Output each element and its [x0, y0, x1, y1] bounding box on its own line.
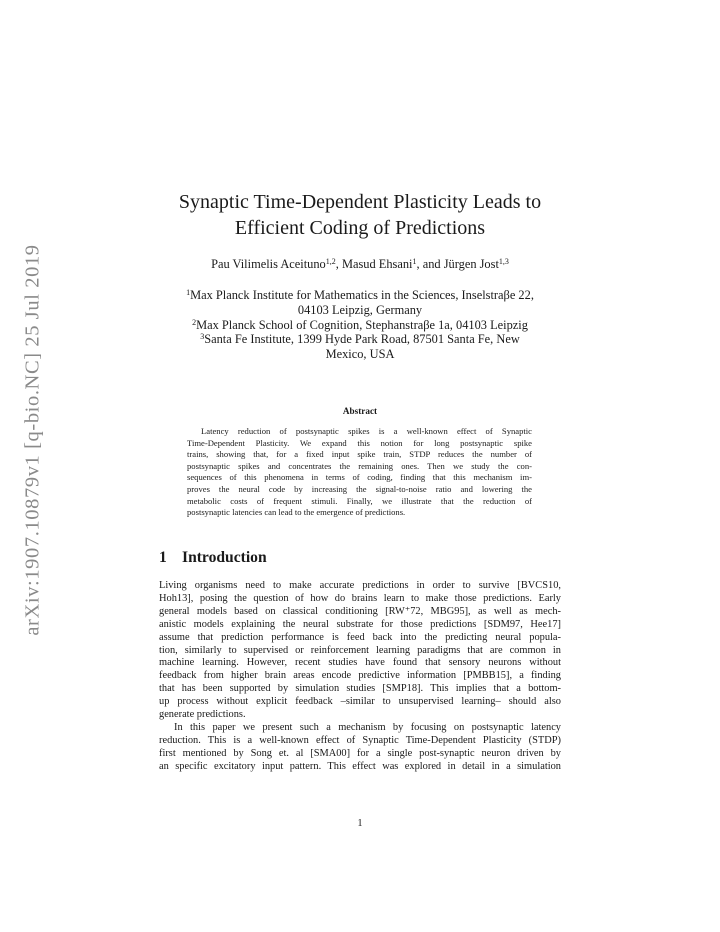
abstract-line: trains, showing that, for a fixed input spike train, STDP reduces the number of [187, 449, 532, 460]
author-list [0, 257, 720, 272]
body-line: assume that prediction performance is feed back into the predicting neural popula- [159, 631, 561, 643]
abstract-line: postsynaptic latencies can lead to the emergence of predictions. [187, 507, 406, 518]
body-line: up process without explicit feedback –similar to unsupervised learning– should also [159, 696, 561, 708]
abstract-line: Time-Dependent Plasticity. We expand this notion for long postsynaptic spike [187, 437, 532, 448]
affiliation-line [0, 318, 720, 333]
body-line: machine learning. However, recent studies have found that sensory neurons without [159, 657, 561, 669]
section-number: 1 [159, 549, 167, 566]
author-name: Masud Ehsani [341, 257, 413, 271]
author-name: Jürgen Jost [443, 257, 499, 271]
author-name: Pau Vilimelis Aceituno [211, 257, 326, 271]
affiliations [0, 288, 720, 362]
section-title: Introduction [182, 549, 267, 566]
section-heading-introduction [159, 549, 267, 567]
affiliation-line [0, 332, 720, 347]
title-line: Synaptic Time-Dependent Plasticity Leads to [178, 191, 542, 213]
affiliation-text: Santa Fe Institute, 1399 Hyde Park Road, 87501 Santa Fe, New [204, 332, 520, 347]
affiliation-text: Mexico, USA [325, 347, 395, 362]
affiliation-marker: 1 [186, 288, 191, 297]
body-line: Living organisms need to make accurate predictions in order to survive [BVCS10, [159, 580, 561, 591]
body-line: feedback from higher brain areas encode predictive information [PMBB15], a finding [159, 670, 561, 682]
abstract-line: metabolic costs of frequent stimuli. Finally, we illustrate that the reduction of [187, 495, 532, 506]
body-line: tion, similarly to supervised or reinforcement learning paradigms that are common in [159, 644, 561, 656]
body-line: In this paper we present such a mechanism by focusing on postsynaptic latency [174, 721, 561, 733]
abstract-line: sequences of this phenomena in terms of coding, finding that this mechanism im- [187, 472, 532, 483]
author-affiliation-marker: 1,3 [498, 257, 509, 266]
abstract-line: postsynaptic spikes and concentrates the remaining ones. Then we study the con- [187, 460, 532, 471]
body-line: first mentioned by Song et. al [SMA00] for a single post-synaptic neuron driven by [159, 747, 561, 759]
body-line: Hoh13], posing the question of how do brains learn to make those predictions. Early [159, 592, 561, 604]
affiliation-text: Max Planck School of Cognition, Stephanstraβe 1a, 04103 Leipzig [196, 317, 528, 332]
affiliation-text: Max Planck Institute for Mathematics in the Sciences, Inselstraβe 22, [190, 288, 534, 302]
abstract-line: proves the neural code by increasing the signal-to-noise ratio and lowering the [187, 483, 532, 494]
arxiv-identifier: arXiv:1907.10879v1 [q-bio.NC] 25 Jul 2019 [21, 244, 44, 636]
author-affiliation-marker: 1,2 [325, 257, 336, 266]
affiliation-marker: 2 [192, 317, 197, 327]
author-separator: , and [416, 257, 444, 271]
affiliation-line [0, 347, 720, 362]
body-line: anistic models explaining the neural substrate for those predictions [SDM97, Hee17] [159, 618, 561, 630]
body-line: that has been supported by simulation studies [SMP18]. This implies that a bottom- [159, 683, 561, 695]
abstract-text [187, 426, 532, 519]
body-line: reduction. This is a well-known effect of Synaptic Time-Dependent Plasticity (STDP) [159, 734, 561, 746]
body-line: general models based on classical conditioning [RW⁺72, MBG95], as well as mech- [159, 605, 561, 617]
author-separator: , [335, 257, 342, 271]
title-line: Efficient Coding of Predictions [234, 217, 486, 239]
affiliation-text: 04103 Leipzig, Germany [297, 302, 423, 317]
paper-title [0, 189, 720, 241]
affiliation-line [0, 288, 720, 303]
page-number: 1 [357, 818, 363, 829]
introduction-body [159, 580, 561, 774]
body-line: an specific excitatory input pattern. This effect was explored in detail in a simulation [159, 760, 561, 772]
abstract-line: Latency reduction of postsynaptic spikes is a well-known effect of Synaptic [201, 426, 532, 436]
abstract-heading: Abstract [342, 406, 378, 416]
affiliation-line [0, 303, 720, 318]
author-affiliation-marker: 1 [412, 257, 417, 266]
affiliation-marker: 3 [200, 332, 205, 342]
body-line: generate predictions. [159, 709, 246, 721]
